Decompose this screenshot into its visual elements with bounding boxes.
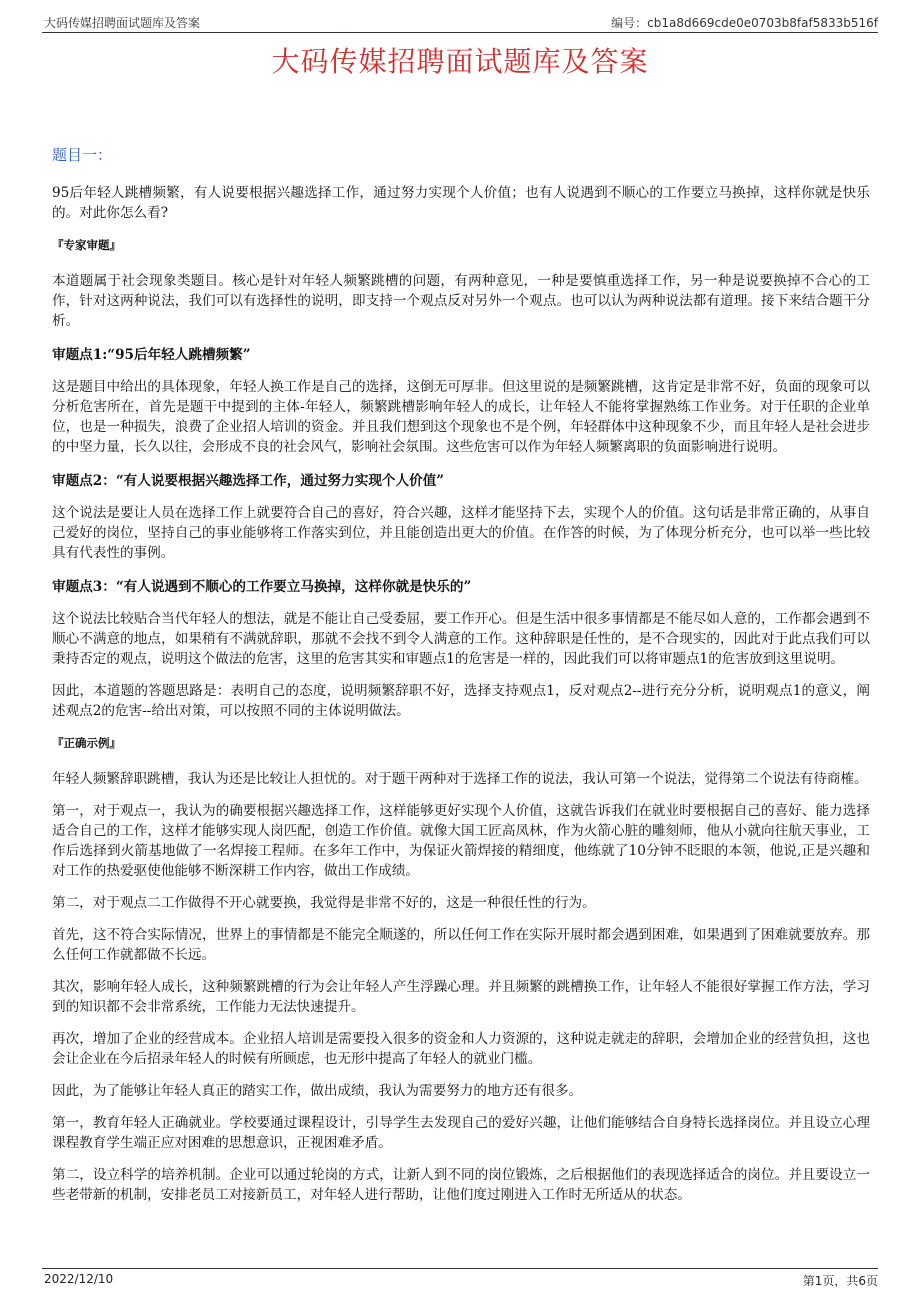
question-text: 95后年轻人跳槽频繁，有人说要根据兴趣选择工作，通过努力实现个人价值；也有人说遇到不顺心的工作要立马换掉，这样你就是快乐的。对此你怎么看? [52,185,870,221]
header-doc-id: 编号：cb1a8d669cde0e0703b8faf5833b516f [611,16,878,30]
correct-example-tag: 『正确示例』 [52,736,121,750]
example-paragraph-8: 第一，教育年轻人正确就业。学校要通过课程设计，引导学生去发现自己的爱好兴趣，让他们能够结合自身特长选择岗位。并且设立心理课程教育学生端正应对困难的思想意识，正视困难矛盾。 [52,1115,870,1151]
example-paragraph-9: 第二，设立科学的培养机制。企业可以通过轮岗的方式，让新人到不同的岗位锻炼，之后根据他们的表现选择适合的岗位。并且要设立一些老带新的机制，安排老员工对接新员工，对年轻人进行帮助，让他们度过刚进入工作时无所适从的状态。 [52,1167,870,1203]
expert-review-tag: 『专家审题』 [52,238,121,252]
example-paragraph-5: 其次，影响年轻人成长，这种频繁跳槽的行为会让年轻人产生浮躁心理。并且频繁的跳槽换工作，让年轻人不能很好掌握工作方法，学习到的知识都不会非常系统，工作能力无法快速提升。 [52,979,870,1015]
document-body [52,144,870,1217]
example-paragraph-4: 首先，这不符合实际情况，世界上的事情都是不能完全顺遂的，所以任何工作在实际开展时都会遇到困难，如果遇到了困难就要放弃。那么任何工作就都做不长远。 [52,927,870,963]
header-doc-name: 大码传媒招聘面试题库及答案 [44,16,201,30]
expert-intro: 本道题属于社会现象类题目。核心是针对年轻人频繁跳槽的问题，有两种意见，一种是要慎重选择工作，另一种是说要换掉不合心的工作，针对这两种说法，我们可以有选择性的说明，即支持一个观点反对另外一个观点。也可以认为两种说法都有道理。接下来结合题干分析。 [52,273,870,329]
question-label: 题目一： [52,146,113,164]
page-footer [42,1268,878,1287]
review-point-2-body: 这个说法是要让人员在选择工作上就要符合自己的喜好，符合兴趣，这样才能坚持下去，实现个人的价值。这句话是非常正确的，从事自己爱好的岗位，坚持自己的事业能够将工作落实到位，并且能创造出更大的价值。在作答的时候，为了体现分析充分，也可以举一些比较具有代表性的事例。 [52,505,870,561]
page-header [42,12,878,33]
example-paragraph-7: 因此，为了能够让年轻人真正的踏实工作，做出成绩，我认为需要努力的地方还有很多。 [52,1083,583,1099]
review-point-1-body: 这是题目中给出的具体现象，年轻人换工作是自己的选择，这倒无可厚非。但这里说的是频繁跳槽，这肯定是非常不好，负面的现象可以分析危害所在，首先是题干中提到的主体-年轻人，频繁跳槽影响年轻人的成长，让年轻人不能将掌握熟练工作业务。对于任职的企业单位，也是一种损失，浪费了企业招人培训的资金。并且我们想到这个现象也不是个例，年轻群体中这种现象不少，而且年轻人是社会进步的中坚力量，长久以往，会形成不良的社会风气，影响社会氛围。这些危害可以作为年轻人频繁离职的负面影响进行说明。 [52,379,870,455]
review-point-1-title: 审题点1:“95后年轻人跳槽频繁” [52,347,251,363]
review-point-2-title: 审题点2：“有人说要根据兴趣选择工作，通过努力实现个人价值” [52,473,445,489]
example-paragraph-1: 年轻人频繁辞职跳槽，我认为还是比较让人担忧的。对于题干两种对于选择工作的说法，我认可第一个说法，觉得第二个说法有待商榷。 [52,771,868,787]
footer-date: 2022/12/10 [44,1272,114,1286]
answer-approach-summary: 因此，本道题的答题思路是：表明自己的态度，说明频繁辞职不好，选择支持观点1，反对观点2--进行充分分析，说明观点1的意义，阐述观点2的危害--给出对策，可以按照不同的主体说明做法。 [52,683,870,719]
example-paragraph-6: 再次，增加了企业的经营成本。企业招人培训是需要投入很多的资金和人力资源的，这种说走就走的辞职，会增加企业的经营负担，这也会让企业在今后招录年轻人的时候有所顾虑，也无形中提高了年轻人的就业门槛。 [52,1031,870,1067]
example-paragraph-3: 第二，对于观点二工作做得不开心就要换，我觉得是非常不好的，这是一种很任性的行为。 [52,895,596,911]
example-paragraph-2: 第一，对于观点一，我认为的确要根据兴趣选择工作，这样能够更好实现个人价值，这就告诉我们在就业时要根据自己的喜好、能力选择适合自己的工作，这样才能够实现人岗匹配，创造工作价值。就像大国工匠高凤林，作为火箭心脏的雕刻师，他从小就向往航天事业，工作后选择到火箭基地做了一名焊接工程师。在多年工作中，为保证火箭焊接的精细度，他练就了10分钟不眨眼的本领，他说,正是兴趣和对工作的热爱驱使他能够不断深耕工作内容，做出工作成绩。 [52,803,870,879]
footer-page-number: 第1页，共6页 [802,1274,878,1288]
document-title: 大码传媒招聘面试题库及答案 [271,45,649,78]
review-point-3-body: 这个说法比较贴合当代年轻人的想法，就是不能让自己受委屈，要工作开心。但是生活中很多事情都是不能尽如人意的，工作都会遇到不顺心不满意的地点，如果稍有不满就辞职，那就不会找不到令人满意的工作。这种辞职是任性的，是不合现实的，因此对于此点我们可以秉持否定的观点，说明这个做法的危害，这里的危害其实和审题点1的危害是一样的，因此我们可以将审题点1的危害放到这里说明。 [52,611,870,667]
review-point-3-title: 审题点3：“有人说遇到不顺心的工作要立马换掉，这样你就是快乐的” [52,579,472,595]
